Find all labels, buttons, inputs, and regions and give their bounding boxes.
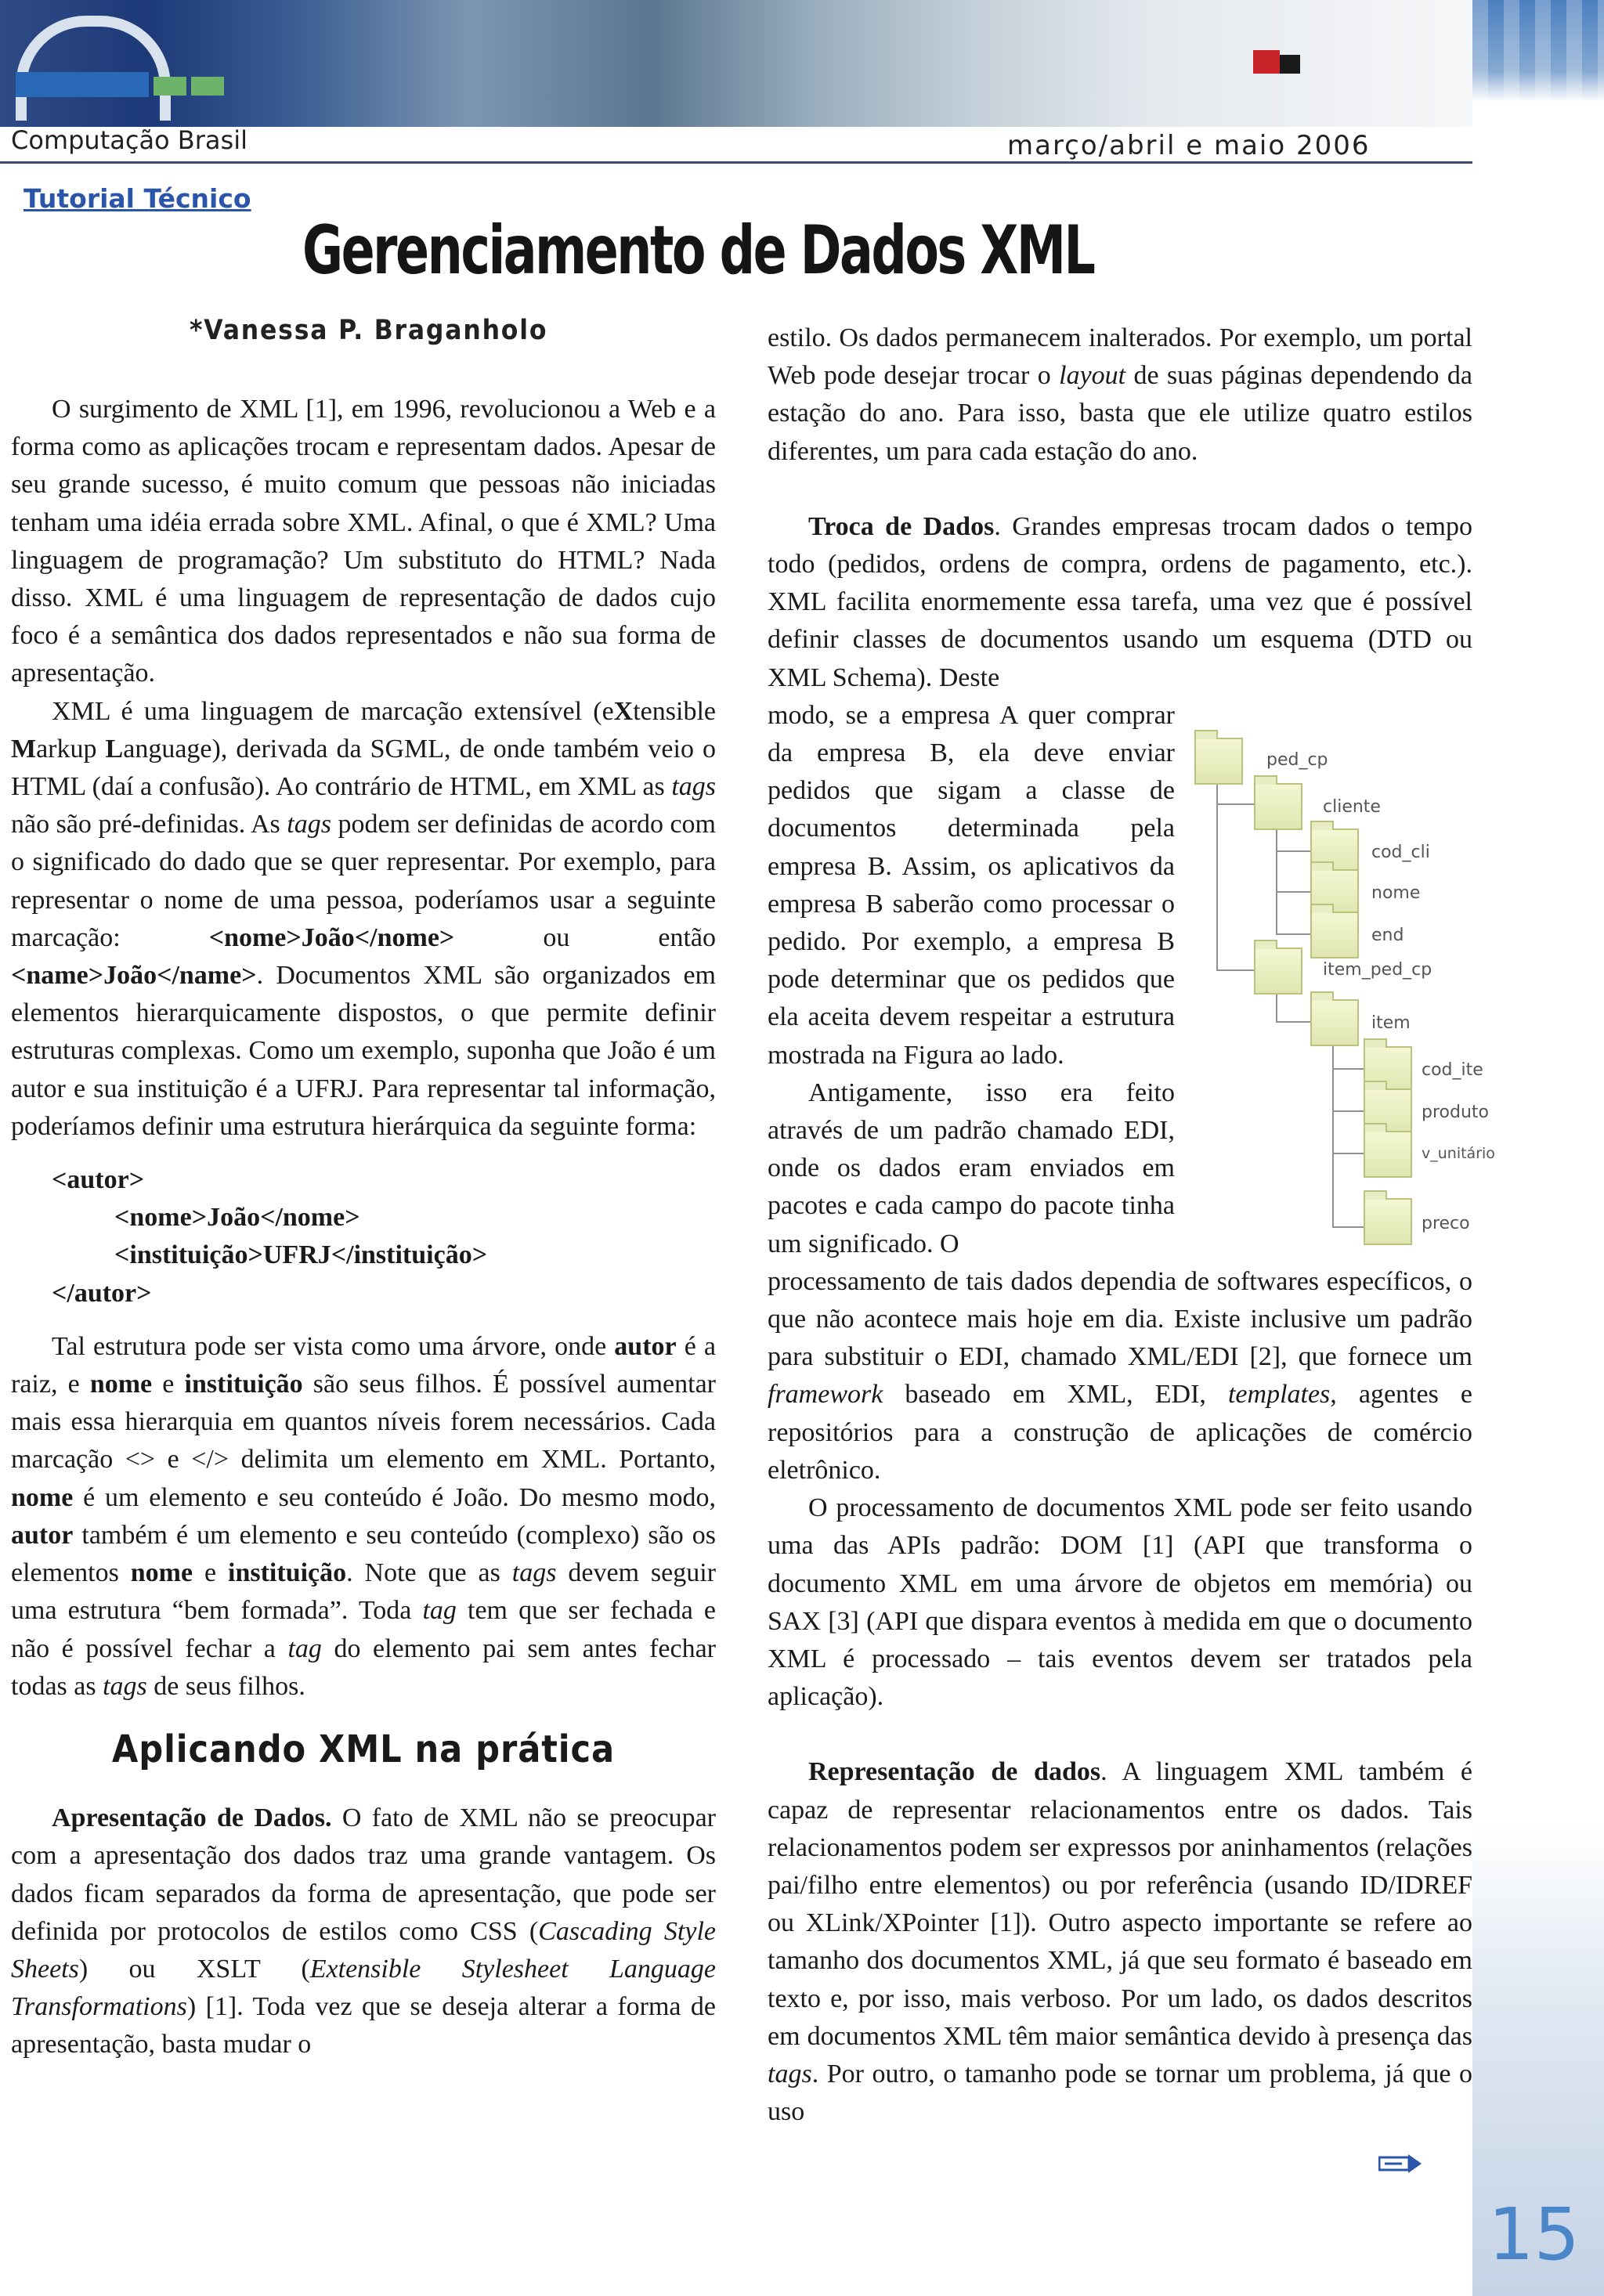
code-line: <nome>João</nome> [114, 1203, 360, 1233]
folder-icon [1310, 999, 1359, 1046]
section-link[interactable]: Tutorial Técnico [23, 183, 251, 214]
folder-icon [1254, 948, 1302, 995]
header-banner [0, 0, 1472, 127]
folder-label: preco [1422, 1214, 1470, 1233]
magazine-name: Computação Brasil [11, 125, 247, 155]
section-heading: Aplicando XML na prática [111, 1727, 616, 1771]
logo-square [154, 77, 186, 96]
paragraph-edi-continued: processamento de tais dados dependia de softwares específicos, o que não acontece mais hoje em dia. Existe inclusive um padrão para substituir o EDI, chamado XML/EDI [2], que fornece um framework baseado em XML, EDI, templates, agentes e repositórios para a construção de aplicações de comércio eletrônico. [768, 1266, 1472, 1485]
header-rule [0, 161, 1472, 164]
continue-arrow-icon [1378, 2153, 1422, 2174]
folder-label: cliente [1323, 797, 1381, 817]
folder-label: item_ped_cp [1323, 960, 1432, 980]
banner-decoration [1280, 55, 1300, 74]
tree-line [1332, 1153, 1364, 1154]
paragraph-xml-definition: XML é uma linguagem de marcação extensível (eXtensible Markup Language), derivada da SGML, de onde também veio o HTML (daí a confusão). Ao contrário de HTML, em XML as tags não são pré-definidas. As tags podem ser definidas de acordo com o significado do dado que se quer representar. Por exemplo, para representar o nome de uma pessoa, poderíamos usar a seguinte marcação: <nome>João</nome> ou então <name>João</name>. Documentos XML são organizados em elementos hierarquicamente dispostos, o que permite definir estruturas complexas. Como um exemplo, suponha que João é um autor e sua instituição é a UFRJ. Para representar tal informação, poderíamos definir uma estrutura hierárquica da seguinte forma: [11, 696, 716, 1141]
tree-line [1276, 1021, 1310, 1023]
paragraph-intro: O surgimento de XML [1], em 1996, revolucionou a Web e a forma como as aplicações trocam e representam dados. Apesar de seu grande sucesso, é muito comum que pessoas não iniciadas tenham uma idéia errada sobre XML. Afinal, o que é XML? Uma linguagem de programação? Um substituto do HTML? Nada disso. XML é uma linguagem de representação de dados cujo foco é a semântica dos dados representados e não sua forma de apresentação. [11, 395, 716, 688]
folder-label: nome [1371, 883, 1421, 903]
left-column [11, 391, 716, 2064]
tree-line [1332, 1068, 1364, 1070]
folder-label: item [1371, 1013, 1411, 1033]
paragraph-style: estilo. Os dados permanecem inalterados. Por exemplo, um portal Web pode desejar trocar o layout de suas páginas dependendo da estação do ano. Para isso, basta que ele utilize quatro estilos diferentes, um para cada estação do ano. [768, 323, 1472, 466]
paragraph-tree: Tal estrutura pode ser vista como uma árvore, onde autor é a raiz, e nome e instituição são seus filhos. É possível aumentar mais essa hierarquia em quantos níveis forem necessários. Cada marcação <> e </> delimita um elemento em XML. Portanto, nome é um elemento e seu conteúdo é João. Do mesmo modo, autor também é um elemento e seu conteúdo (complexo) são os elementos nome e instituição. Note que as tags devem seguir uma estrutura “bem formada”. Toda tag tem que ser fechada e não é possível fechar a tag do elemento pai sem antes fechar todas as tags de seus filhos. [11, 1331, 717, 1701]
tree-line [1332, 1110, 1364, 1112]
paragraph-presentation: Apresentação de Dados. O fato de XML não se preocupar com a apresentação dos dados traz uma grande vantagem. Os dados ficam separados da forma de apresentação, que pode ser definida por protocolos de estilos como CSS (Cascading Style Sheets) ou XSLT (Extensible Stylesheet Language Transformations) [1]. Toda vez que se deseja alterar a forma de apresentação, basta mudar o [11, 1803, 716, 2060]
xml-structure-figure [1194, 728, 1495, 1276]
logo-bar [16, 72, 149, 97]
tree-line [1332, 1043, 1334, 1228]
folder-label: ped_cp [1266, 750, 1328, 770]
paragraph-exchange: Troca de Dados. Grandes empresas trocam dados o tempo todo (pedidos, ordens de compra, ordens de pagamento, etc.). XML facilita enormemente essa tarefa, uma vez que é possível definir classes de documentos usando um esquema (DTD ou XML Schema). Deste [768, 511, 1472, 692]
folder-icon [1254, 783, 1302, 830]
tree-line [1332, 1226, 1364, 1228]
corner-decoration [1472, 0, 1604, 102]
paragraph-exchange-continued: modo, se a empresa A quer comprar da empresa B, ela deve enviar pedidos que sigam a classe de documentos determinada pela empresa B. Assim, os aplicativos da empresa B saberão como processar o pedido. Por exemplo, a empresa B pode determinar que os pedidos que ela aceita devem respeitar a estrutura mostrada na Figura ao lado. [768, 700, 1175, 1070]
tree-line [1216, 803, 1255, 805]
folder-icon [1364, 1198, 1412, 1245]
code-line: </autor> [52, 1278, 152, 1308]
folder-icon [1364, 1131, 1412, 1178]
folder-icon [1194, 738, 1243, 785]
issue-date: março/abril e maio 2006 [1007, 130, 1371, 161]
logo-square [191, 77, 224, 96]
tree-line [1276, 933, 1310, 935]
tree-line [1276, 891, 1310, 893]
paragraph-apis: O processamento de documentos XML pode ser feito usando uma das APIs padrão: DOM [1] (API que transforma o documento XML em uma árvore de objetos em memória) ou SAX [3] (API que dispara eventos à medida em que o documento XML é processado – tais eventos devem ser tratados pela aplicação). [768, 1493, 1472, 1712]
folder-label: cod_cli [1371, 843, 1430, 862]
article-title: Gerenciamento de Dados XML [302, 211, 1094, 290]
folder-label: end [1371, 926, 1404, 945]
folder-label: cod_ite [1422, 1060, 1483, 1080]
banner-decoration [1253, 50, 1280, 74]
paragraph-representation: Representação de dados. A linguagem XML também é capaz de representar relacionamentos entre os dados. Tais relacionamentos podem ser expressos por aninhamentos (relações pai/filho entre elementos) ou por referência (usando ID/IDREF ou XLink/XPointer [1]). Outro aspecto importante se refere ao tamanho dos documentos XML, já que seu formato é baseado em texto e, por isso, mais verboso. Por um lado, os dados descritos em documentos XML têm maior semântica devido à presença das tags. Por outro, o tamanho pode se tornar um problema, já que o uso [768, 1757, 1472, 2127]
code-line: <instituição>UFRJ</instituição> [114, 1240, 488, 1270]
article-author: *Vanessa P. Braganholo [190, 315, 548, 346]
tree-line [1276, 991, 1277, 1023]
tree-line [1216, 803, 1218, 971]
page-number: 15 [1488, 2193, 1581, 2276]
paragraph-edi: Antigamente, isso era feito através de um padrão chamado EDI, onde os dados eram enviados em pacotes e cada campo do pacote tinha um significado. O [768, 1078, 1175, 1258]
tree-line [1216, 969, 1255, 971]
folder-label: v_unitário [1422, 1145, 1495, 1162]
folder-label: produto [1422, 1103, 1489, 1122]
tree-line [1276, 825, 1277, 935]
code-line: <autor> [52, 1165, 145, 1195]
logo-arc [16, 16, 171, 121]
tree-line [1276, 850, 1310, 852]
folder-icon [1310, 912, 1359, 958]
